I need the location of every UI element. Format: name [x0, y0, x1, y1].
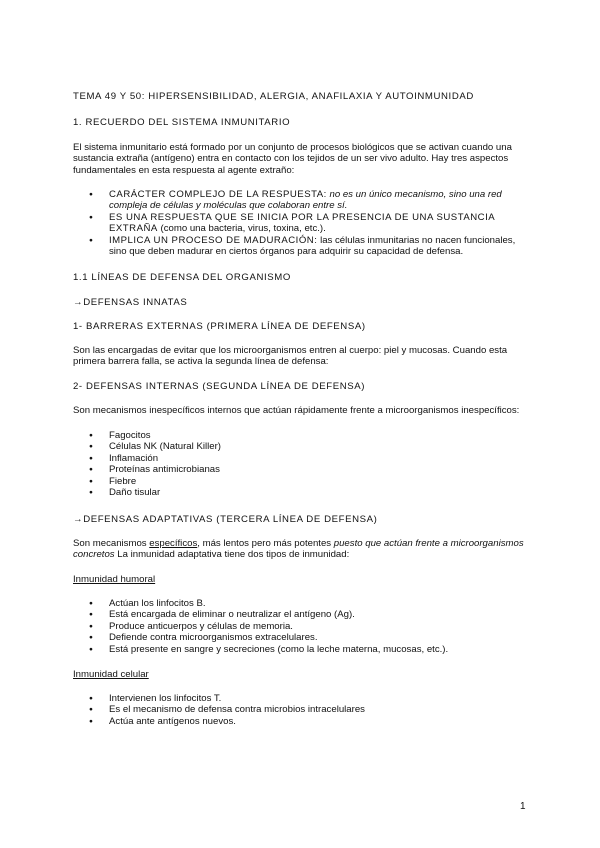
- list-item: ● Actúan los linfocitos B.: [73, 598, 533, 609]
- list-item: [73, 212, 533, 235]
- list-item: ● Actúa ante antígenos nuevos.: [73, 716, 533, 727]
- list-item: ● Intervienen los linfocitos T.: [73, 693, 533, 704]
- internal-defenses-heading: 2- DEFENSAS INTERNAS (SEGUNDA LÍNEA DE DEFENSA): [73, 381, 366, 392]
- adaptive-defenses-heading: →DEFENSAS ADAPTATIVAS (TERCERA LÍNEA DE DEFENSA): [73, 514, 378, 525]
- list-item: ● Produce anticuerpos y células de memoria.: [73, 621, 533, 632]
- document-title: TEMA 49 Y 50: HIPERSENSIBILIDAD, ALERGIA, ANAFILAXIA Y AUTOINMUNIDAD: [73, 91, 474, 102]
- list-item: ● Fagocitos: [73, 430, 533, 441]
- section-1-heading: 1. RECUERDO DEL SISTEMA INMUNITARIO: [73, 117, 291, 128]
- list-item: ● Inflamación: [73, 453, 533, 464]
- internal-defenses-list: [73, 430, 533, 498]
- innate-defenses-heading: →DEFENSAS INNATAS: [73, 297, 188, 308]
- list-item: ● Es el mecanismo de defensa contra microbios intracelulares: [73, 704, 533, 715]
- section-1-1-heading: 1.1 LÍNEAS DE DEFENSA DEL ORGANISMO: [73, 272, 291, 283]
- aspect-text: no es un único mecanismo, sino una red compleja de células y moléculas que colaboran entre sí.: [109, 189, 502, 212]
- page-number: 1: [520, 801, 526, 812]
- cellular-immunity-list: [73, 693, 533, 727]
- internal-defenses-text: Son mecanismos inespecíficos internos que actúan rápidamente frente a microorganismos inespecíficos:: [73, 405, 520, 416]
- aspect-lead: IMPLICA UN PROCESO DE MADURACIÓN:: [109, 234, 318, 246]
- list-item: ● Está presente en sangre y secreciones (como la leche materna, mucosas, etc.).: [73, 644, 533, 655]
- aspect-text: las células inmunitarias no nacen funcionales, sino que deben madurar en ciertos órganos para adquirir su capacidad de defensa.: [109, 234, 516, 258]
- adaptive-text-part: Son mecanismos: [73, 538, 150, 549]
- list-item: [73, 189, 533, 212]
- list-item: ● Daño tisular: [73, 487, 533, 498]
- humoral-immunity-heading: Inmunidad humoral: [73, 574, 156, 585]
- adaptive-text-underlined: específicos: [149, 538, 198, 549]
- section-1-intro: El sistema inmunitario está formado por un conjunto de procesos biológicos que se activan cuando una sustancia extraña (antígeno) entra en contacto con los tejidos de un ser vivo adulto. Hay tres aspectos fundamentales en esta respuesta al agente extraño:: [73, 142, 512, 176]
- aspect-lead: CARÁCTER COMPLEJO DE LA RESPUESTA:: [109, 189, 327, 200]
- list-item: ● Células NK (Natural Killer): [73, 441, 533, 452]
- list-item: [73, 235, 533, 258]
- adaptive-text-part: , más lentos pero más potentes: [197, 538, 334, 549]
- adaptive-defenses-text: [73, 538, 533, 561]
- external-barriers-text: Son las encargadas de evitar que los microorganismos entren al cuerpo: piel y mucosas. Cuando esta primera barrera falla, se activa la segunda línea de defensa:: [73, 345, 508, 368]
- aspects-list: [73, 189, 533, 257]
- list-item: ● Defiende contra microorganismos extracelulares.: [73, 632, 533, 643]
- aspect-text: (como una bacteria, virus, toxina, etc.).: [157, 223, 326, 235]
- list-item: ● Fiebre: [73, 476, 533, 487]
- list-item: ● Proteínas antimicrobianas: [73, 464, 533, 475]
- adaptive-text-part: La inmunidad adaptativa tiene dos tipos de inmunidad:: [114, 549, 350, 561]
- cellular-immunity-heading: Inmunidad celular: [73, 669, 149, 680]
- external-barriers-heading: 1- BARRERAS EXTERNAS (PRIMERA LÍNEA DE DEFENSA): [73, 321, 366, 332]
- adaptive-text-italic: puesto que actúan frente a microorganismos concretos: [73, 538, 524, 561]
- list-item: ● Está encargada de eliminar o neutralizar el antígeno (Ag).: [73, 609, 533, 620]
- humoral-immunity-list: [73, 598, 533, 655]
- aspect-lead: ES UNA RESPUESTA QUE SE INICIA POR LA PRESENCIA DE UNA SUSTANCIA EXTRAÑA: [109, 211, 495, 235]
